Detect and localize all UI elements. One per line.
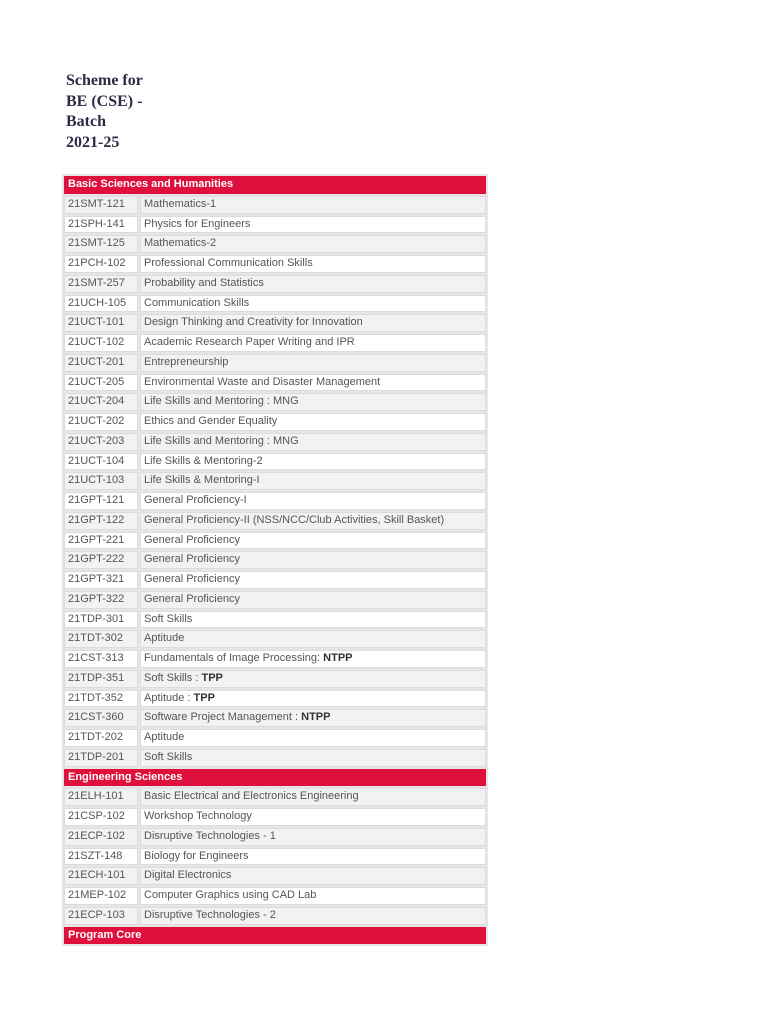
course-code: 21GPT-321 bbox=[64, 571, 138, 589]
course-name: Environmental Waste and Disaster Management bbox=[144, 375, 381, 388]
course-code: 21CST-313 bbox=[64, 650, 138, 668]
course-code: 21GPT-322 bbox=[64, 591, 138, 609]
table-row bbox=[64, 867, 486, 885]
course-code: 21GPT-121 bbox=[64, 492, 138, 510]
course-name: Disruptive Technologies - 2 bbox=[144, 908, 276, 921]
course-name: General Proficiency bbox=[144, 553, 240, 566]
course-name: Soft Skills bbox=[144, 750, 193, 763]
course-code: 21TDT-302 bbox=[64, 630, 138, 648]
course-name-cell bbox=[140, 571, 486, 589]
course-name: Life Skills & Mentoring-2 bbox=[144, 454, 263, 467]
course-name-cell bbox=[140, 413, 486, 431]
course-code: 21TDP-301 bbox=[64, 611, 138, 629]
course-name: Probability and Statistics bbox=[144, 276, 264, 289]
section-title: Basic Sciences and Humanities bbox=[64, 176, 486, 194]
course-name: General Proficiency-I bbox=[144, 494, 247, 506]
course-name: Physics for Engineers bbox=[144, 217, 251, 230]
course-name-cell bbox=[140, 808, 486, 826]
course-name-cell bbox=[140, 453, 486, 471]
course-name: Aptitude bbox=[144, 632, 185, 645]
course-name: Ethics and Gender Equality bbox=[144, 415, 278, 427]
course-name: Software Project Management : bbox=[144, 711, 299, 724]
page-title: Scheme for BE (CSE) - Batch 2021-25 bbox=[66, 72, 143, 151]
course-code: 21UCT-202 bbox=[64, 413, 138, 431]
course-code: 21UCT-102 bbox=[64, 334, 138, 352]
course-code: 21PCH-102 bbox=[64, 255, 138, 273]
course-code: 21TDP-351 bbox=[64, 670, 138, 688]
course-name: Mathematics-1 bbox=[144, 197, 217, 210]
course-name: Soft Skills : bbox=[144, 671, 199, 684]
table-row bbox=[64, 413, 486, 431]
course-name-cell bbox=[140, 650, 486, 668]
course-code: 21ECP-102 bbox=[64, 828, 138, 846]
table-row bbox=[64, 788, 486, 806]
course-name-cell bbox=[140, 591, 486, 609]
course-code: 21UCT-205 bbox=[64, 374, 138, 392]
course-name-cell bbox=[140, 472, 486, 490]
course-code: 21CSP-102 bbox=[64, 808, 138, 826]
course-code: 21UCT-103 bbox=[64, 472, 138, 490]
course-name-cell bbox=[140, 848, 486, 866]
table-row bbox=[64, 887, 486, 905]
course-name-cell bbox=[140, 492, 486, 510]
table-row bbox=[64, 216, 486, 234]
table-row bbox=[64, 255, 486, 273]
course-name-cell bbox=[140, 393, 486, 411]
course-name-cell bbox=[140, 295, 486, 313]
table-row bbox=[64, 492, 486, 510]
course-name: General Proficiency bbox=[144, 573, 240, 585]
course-name-cell bbox=[140, 275, 486, 293]
course-name: Biology for Engineers bbox=[144, 849, 249, 862]
course-name: Workshop Technology bbox=[144, 810, 252, 822]
course-name-cell bbox=[140, 690, 486, 708]
table-row bbox=[64, 670, 486, 688]
table-row bbox=[64, 393, 486, 411]
course-code: 21UCT-101 bbox=[64, 314, 138, 332]
table-row bbox=[64, 472, 486, 490]
section-header bbox=[64, 927, 486, 945]
course-name: Digital Electronics bbox=[144, 869, 232, 882]
course-name: Life Skills and Mentoring : MNG bbox=[144, 395, 299, 408]
course-name: Soft Skills bbox=[144, 612, 193, 625]
course-name: Disruptive Technologies - 1 bbox=[144, 829, 276, 842]
course-name-cell bbox=[140, 749, 486, 767]
course-name-cell bbox=[140, 887, 486, 905]
course-code: 21SMT-121 bbox=[64, 196, 138, 214]
course-tag: NTPP bbox=[323, 652, 353, 664]
course-code: 21SPH-141 bbox=[64, 216, 138, 234]
course-code: 21CST-360 bbox=[64, 709, 138, 727]
course-name-cell bbox=[140, 216, 486, 234]
course-scheme-body bbox=[64, 176, 486, 944]
course-code: 21ECP-103 bbox=[64, 907, 138, 925]
table-row bbox=[64, 650, 486, 668]
course-name-cell bbox=[140, 907, 486, 925]
course-name: Communication Skills bbox=[144, 296, 250, 309]
table-row bbox=[64, 611, 486, 629]
course-name-cell bbox=[140, 512, 486, 530]
table-row bbox=[64, 433, 486, 451]
course-name-cell bbox=[140, 433, 486, 451]
table-row bbox=[64, 630, 486, 648]
course-code: 21TDT-202 bbox=[64, 729, 138, 747]
course-tag: TPP bbox=[193, 691, 215, 704]
section-title: Engineering Sciences bbox=[64, 769, 486, 787]
course-tag: TPP bbox=[201, 671, 223, 684]
course-code: 21UCT-201 bbox=[64, 354, 138, 372]
course-name: General Proficiency-II (NSS/NCC/Club Activities, Skill Basket) bbox=[144, 513, 445, 526]
table-row bbox=[64, 275, 486, 293]
course-name-cell bbox=[140, 867, 486, 885]
course-name-cell bbox=[140, 828, 486, 846]
table-row bbox=[64, 690, 486, 708]
table-row bbox=[64, 709, 486, 727]
section-header bbox=[64, 769, 486, 787]
course-name-cell bbox=[140, 551, 486, 569]
course-name-cell bbox=[140, 630, 486, 648]
course-code: 21SMT-257 bbox=[64, 275, 138, 293]
course-name-cell bbox=[140, 334, 486, 352]
course-name-cell bbox=[140, 314, 486, 332]
course-code: 21SZT-148 bbox=[64, 848, 138, 866]
course-name: Professional Communication Skills bbox=[144, 257, 313, 269]
course-code: 21UCT-204 bbox=[64, 393, 138, 411]
table-row bbox=[64, 591, 486, 609]
course-name: General Proficiency bbox=[144, 592, 240, 605]
course-name-cell bbox=[140, 235, 486, 253]
course-name: Fundamentals of Image Processing: bbox=[144, 652, 321, 664]
course-code: 21SMT-125 bbox=[64, 235, 138, 253]
course-name-cell bbox=[140, 354, 486, 372]
course-name: Entrepreneurship bbox=[144, 355, 229, 368]
course-name: Aptitude bbox=[144, 731, 185, 743]
course-code: 21ECH-101 bbox=[64, 867, 138, 885]
course-name: Aptitude : bbox=[144, 691, 194, 704]
course-name-cell bbox=[140, 196, 486, 214]
table-row bbox=[64, 808, 486, 826]
table-row bbox=[64, 551, 486, 569]
course-name: Basic Electrical and Electronics Engineering bbox=[144, 790, 359, 803]
course-name: Academic Research Paper Writing and IPR bbox=[144, 336, 355, 348]
course-code: 21GPT-122 bbox=[64, 512, 138, 530]
course-code: 21MEP-102 bbox=[64, 887, 138, 905]
course-name-cell bbox=[140, 729, 486, 747]
section-header bbox=[64, 176, 486, 194]
table-row bbox=[64, 828, 486, 846]
section-title: Program Core bbox=[64, 927, 486, 945]
course-name: Life Skills & Mentoring-I bbox=[144, 474, 260, 487]
table-row bbox=[64, 907, 486, 925]
course-code: 21UCT-203 bbox=[64, 433, 138, 451]
table-row bbox=[64, 196, 486, 214]
table-row bbox=[64, 453, 486, 471]
course-name-cell bbox=[140, 611, 486, 629]
course-code: 21TDT-352 bbox=[64, 690, 138, 708]
table-row bbox=[64, 374, 486, 392]
table-row bbox=[64, 532, 486, 550]
course-code: 21GPT-222 bbox=[64, 551, 138, 569]
course-code: 21GPT-221 bbox=[64, 532, 138, 550]
course-name-cell bbox=[140, 374, 486, 392]
course-code: 21UCH-105 bbox=[64, 295, 138, 313]
table-row bbox=[64, 729, 486, 747]
course-code: 21TDP-201 bbox=[64, 749, 138, 767]
table-row bbox=[64, 571, 486, 589]
table-row bbox=[64, 512, 486, 530]
table-row bbox=[64, 235, 486, 253]
course-name: Mathematics-2 bbox=[144, 237, 217, 250]
table-row bbox=[64, 314, 486, 332]
course-name: Design Thinking and Creativity for Innovation bbox=[144, 316, 363, 329]
course-scheme-table bbox=[62, 174, 488, 946]
course-code: 21ELH-101 bbox=[64, 788, 138, 806]
course-name: Computer Graphics using CAD Lab bbox=[144, 889, 317, 901]
table-row bbox=[64, 749, 486, 767]
course-name: General Proficiency bbox=[144, 533, 240, 546]
course-name-cell bbox=[140, 788, 486, 806]
course-code: 21UCT-104 bbox=[64, 453, 138, 471]
table-row bbox=[64, 295, 486, 313]
course-name: Life Skills and Mentoring : MNG bbox=[144, 434, 299, 447]
table-row bbox=[64, 848, 486, 866]
course-tag: NTPP bbox=[301, 711, 331, 724]
table-row bbox=[64, 354, 486, 372]
course-name-cell bbox=[140, 709, 486, 727]
table-row bbox=[64, 334, 486, 352]
course-name-cell bbox=[140, 670, 486, 688]
course-name-cell bbox=[140, 532, 486, 550]
course-name-cell bbox=[140, 255, 486, 273]
